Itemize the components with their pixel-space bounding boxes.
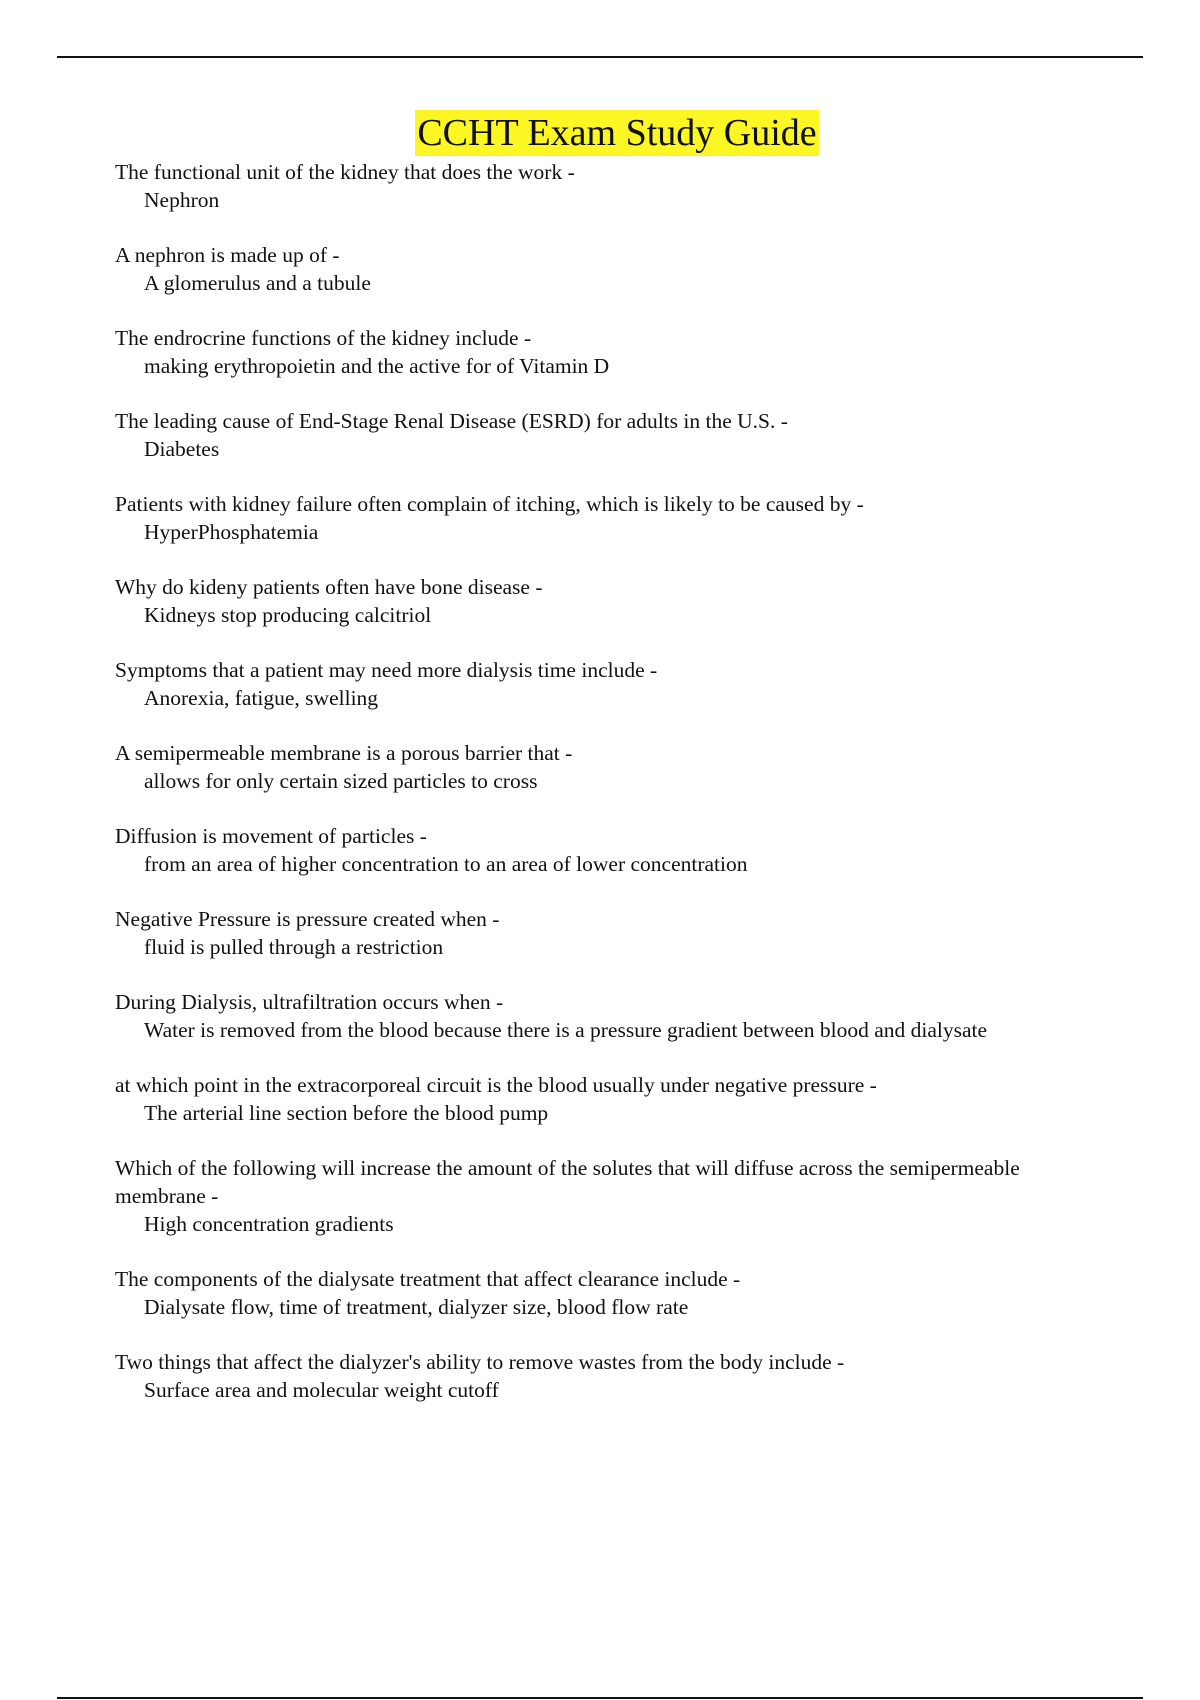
qa-item (115, 158, 1115, 214)
answer-text: Kidneys stop producing calcitriol (144, 603, 432, 627)
qa-item (115, 822, 1115, 878)
top-rule (57, 56, 1143, 58)
question-text: Symptoms that a patient may need more dialysis time include - (115, 658, 658, 682)
qa-item (115, 1348, 1115, 1404)
question-text: Negative Pressure is pressure created when - (115, 907, 500, 931)
study-guide-page (115, 110, 1115, 1431)
title-block (115, 110, 1115, 156)
qa-item (115, 656, 1115, 712)
question-text: The leading cause of End-Stage Renal Disease (ESRD) for adults in the U.S. - (115, 409, 788, 433)
qa-list (115, 158, 1115, 1404)
answer-text: Water is removed from the blood because there is a pressure gradient between blood and dialysate (144, 1018, 988, 1042)
question-text: A nephron is made up of - (115, 243, 340, 267)
answer-text: High concentration gradients (144, 1212, 394, 1236)
question-text: The components of the dialysate treatment that affect clearance include - (115, 1267, 741, 1291)
qa-item (115, 988, 1115, 1044)
question-text: Which of the following will increase the amount of the solutes that will diffuse across the semipermeable membrane - (115, 1156, 1020, 1208)
qa-item (115, 241, 1115, 297)
bottom-rule (57, 1697, 1143, 1699)
question-text: During Dialysis, ultrafiltration occurs when - (115, 990, 504, 1014)
answer-text: Anorexia, fatigue, swelling (144, 686, 379, 710)
answer-text: from an area of higher concentration to an area of lower concentration (144, 852, 748, 876)
answer-text: Diabetes (144, 437, 220, 461)
qa-item (115, 407, 1115, 463)
page-title: CCHT Exam Study Guide (417, 112, 817, 154)
question-text: Why do kideny patients often have bone disease - (115, 575, 543, 599)
answer-text: fluid is pulled through a restriction (144, 935, 444, 959)
qa-item (115, 905, 1115, 961)
answer-text: making erythropoietin and the active for of Vitamin D (144, 354, 610, 378)
qa-item (115, 490, 1115, 546)
answer-text: HyperPhosphatemia (144, 520, 319, 544)
qa-item (115, 1071, 1115, 1127)
question-text: Diffusion is movement of particles - (115, 824, 427, 848)
answer-text: allows for only certain sized particles to cross (144, 769, 538, 793)
answer-text: The arterial line section before the blood pump (144, 1101, 549, 1125)
question-text: A semipermeable membrane is a porous barrier that - (115, 741, 573, 765)
answer-text: A glomerulus and a tubule (144, 271, 371, 295)
answer-text: Dialysate flow, time of treatment, dialyzer size, blood flow rate (144, 1295, 689, 1319)
question-text: at which point in the extracorporeal circuit is the blood usually under negative pressure - (115, 1073, 877, 1097)
qa-item (115, 573, 1115, 629)
qa-item (115, 324, 1115, 380)
question-text: The endrocrine functions of the kidney include - (115, 326, 532, 350)
answer-text: Nephron (144, 188, 220, 212)
qa-item (115, 739, 1115, 795)
qa-item (115, 1265, 1115, 1321)
question-text: The functional unit of the kidney that does the work - (115, 160, 575, 184)
question-text: Two things that affect the dialyzer's ability to remove wastes from the body include - (115, 1350, 845, 1374)
qa-item (115, 1154, 1115, 1238)
answer-text: Surface area and molecular weight cutoff (144, 1378, 499, 1402)
question-text: Patients with kidney failure often complain of itching, which is likely to be caused by - (115, 492, 864, 516)
